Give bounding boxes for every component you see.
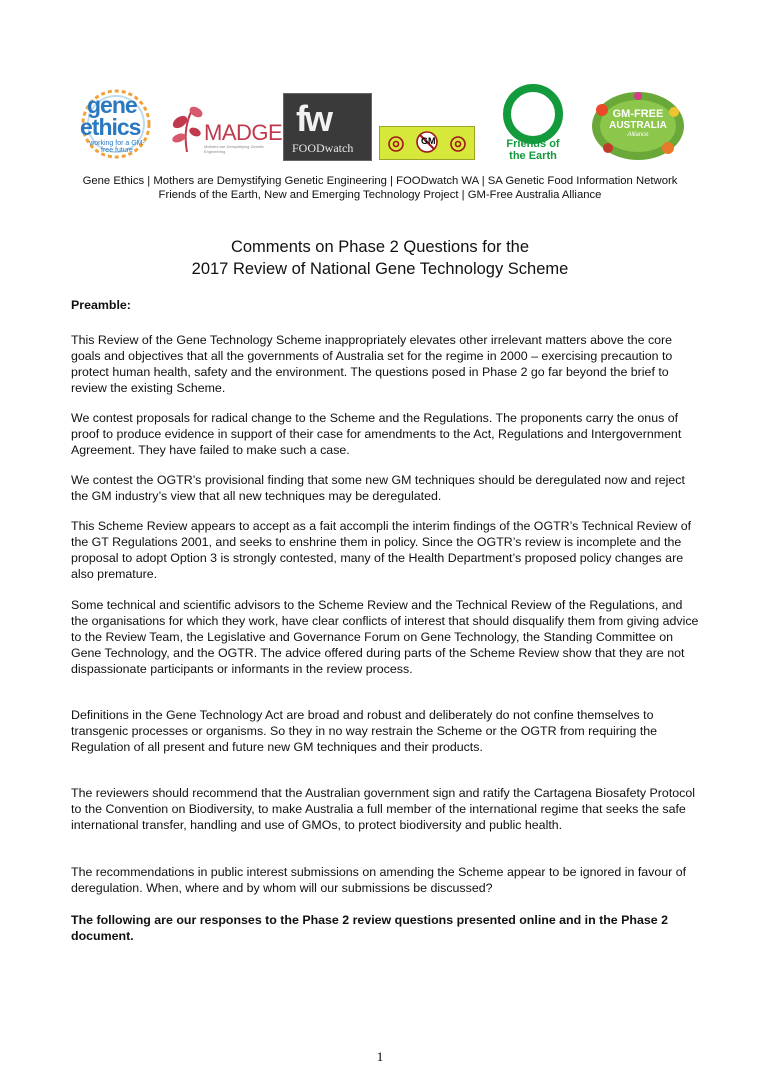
organisations-caption-line-2: Friends of the Earth, New and Emerging Technology Project | GM-Free Australia Alliance	[158, 189, 602, 201]
foe-ring-icon	[503, 84, 563, 144]
gene-word: gene	[87, 92, 137, 118]
paragraph-4: This Scheme Review appears to accept as a fait accompli the interim findings of the OGTR’s Technical Review of the GT Regulations 2001, and seeks to enshrine them in policy. Since the OGTR’s review is incomplete and the proposal to adopt Option 3 is strongly contested, many of the Health Department’s proposed policy changes are also premature.	[71, 519, 692, 581]
gm-free-australia-logo	[588, 88, 688, 164]
foodwatch-logo	[283, 93, 372, 161]
madge-logo	[170, 100, 283, 155]
preamble-heading: Preamble:	[71, 298, 131, 312]
sa-genetic-food-logo	[379, 126, 475, 160]
closing-statement: The following are our responses to the Phase 2 review questions presented online and in the Phase 2 document.	[71, 913, 668, 943]
paragraph-3: We contest the OGTR’s provisional finding that some new GM techniques should be deregulated now and reject the GM industry’s view that all new techniques may be deregulated.	[71, 473, 685, 503]
leaf-icon	[170, 100, 204, 155]
logo-banner	[0, 0, 760, 170]
madge-word: MADGE	[204, 120, 283, 145]
gmfree-line-3: Alliance	[627, 132, 649, 138]
gm-badge-text: GM	[421, 136, 436, 146]
paragraph-5: Some technical and scientific advisors to the Scheme Review and the Technical Review of the Regulations, and the organisations for which they work, have clear conflicts of interest that should disqualify them from giving advice to the Review Team, the Legislative and Governance Forum on Gene Technology, the Standing Committee on Gene Technology, and the OGTR. The advice offered during parts of the Scheme Review show that they are not dispassionate participants or informants in the review process.	[71, 598, 699, 676]
madge-tagline: Mothers are Demystifying Genetic Engineering	[204, 144, 265, 154]
paragraph-7: The reviewers should recommend that the Australian government sign and ratify the Cartagena Biosafety Protocol to the Convention on Biodiversity, to make Australia a full member of the international regime that seeks the safe international transfer, handling and use of GMOs, to protect biodiversity and public health.	[71, 786, 695, 832]
foe-line-1: Friends of	[506, 138, 560, 150]
friends-of-the-earth-logo	[496, 84, 570, 164]
paragraph-1: This Review of the Gene Technology Scheme inappropriately elevates other irrelevant matters above the core goals and objectives that all the governments of Australia set for the regime in 2000 – exercising precaution to protect human health, safety and the environment. The questions posed in Phase 2 go far beyond the brief to review the existing Scheme.	[71, 333, 673, 395]
gene-ethics-tagline: working for a GM-free future	[89, 140, 145, 154]
page-number: 1	[376, 1049, 384, 1064]
gene-ethics-logo	[74, 88, 160, 160]
document-title-line-1: Comments on Phase 2 Questions for the	[230, 238, 530, 256]
paragraph-6: Definitions in the Gene Technology Act are broad and robust and deliberately do not confine themselves to transgenic processes or organisms. So they in no way restrain the Scheme or the OGTR from requiring the Regulation of all present and future new GM techniques and their products.	[71, 708, 658, 754]
foe-line-2: the Earth	[509, 150, 557, 162]
document-title-line-2: 2017 Review of National Gene Technology Scheme	[191, 260, 569, 278]
ethics-word: ethics	[80, 114, 141, 140]
foodwatch-word: FOODwatch	[292, 141, 354, 155]
paragraph-8: The recommendations in public interest submissions on amending the Scheme appear to be ignored in favour of deregulation. When, where and by whom will our submissions be discussed?	[71, 865, 687, 895]
organisations-caption-line-1: Gene Ethics | Mothers are Demystifying Genetic Engineering | FOODwatch WA | SA Genetic Food Information Network	[82, 175, 678, 187]
paragraph-2: We contest proposals for radical change to the Scheme and the Regulations. The proponents carry the onus of proof to produce evidence in support of their case for amendments to the Act, Regulations and Intergovernment Agreement. They have failed to make such a case.	[71, 411, 682, 457]
gmfree-line-1: GM-FREE	[612, 108, 664, 120]
fw-mark: fw	[296, 98, 330, 139]
gmfree-line-2: AUSTRALIA	[609, 120, 667, 131]
